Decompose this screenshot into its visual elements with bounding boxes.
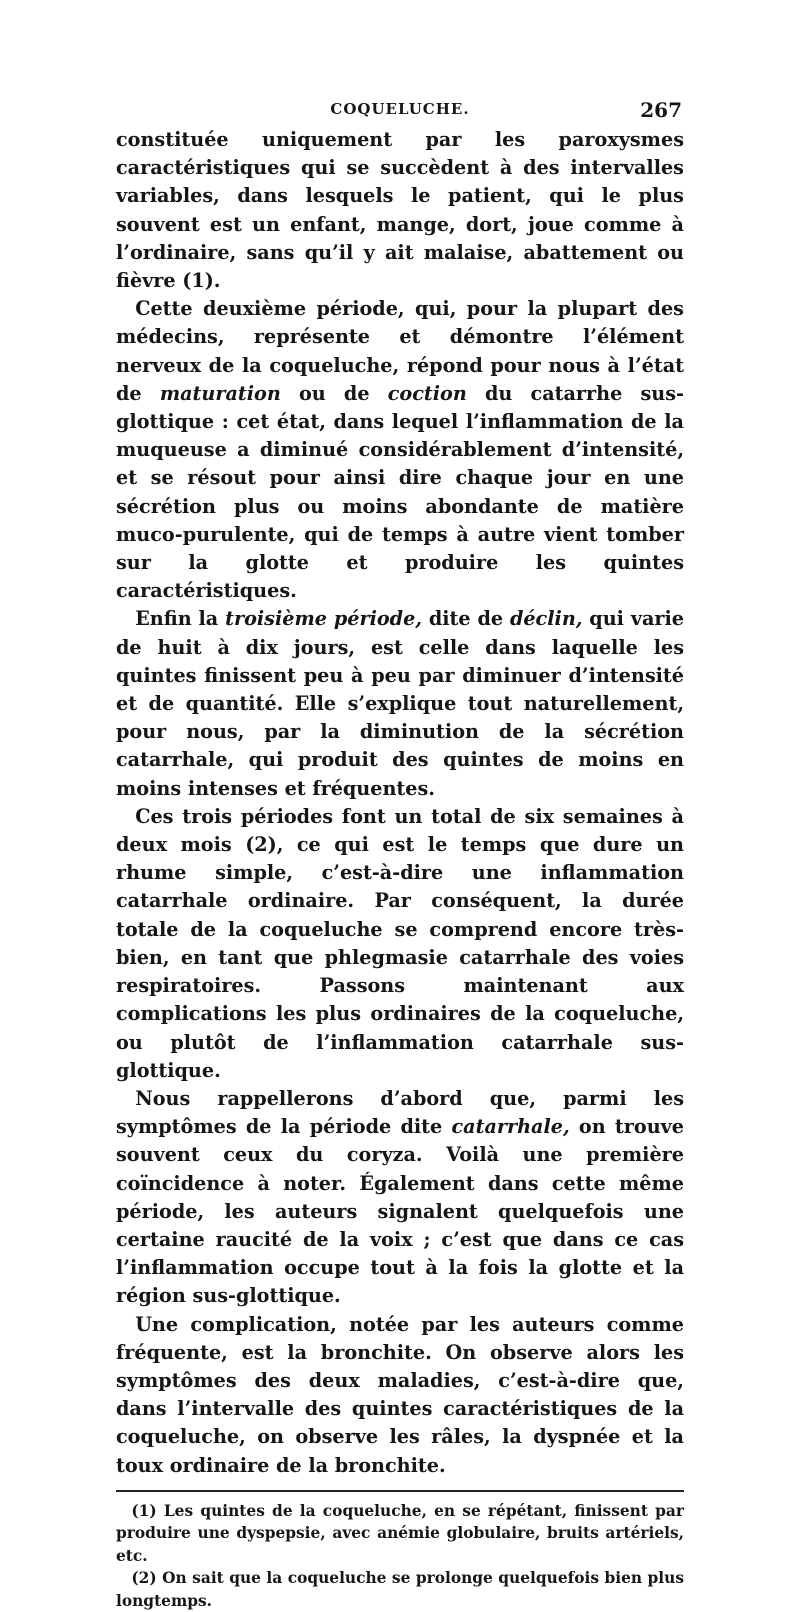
paragraph — [116, 803, 684, 1085]
footnote-rule — [116, 1490, 684, 1492]
footnotes — [116, 1500, 684, 1612]
page-header — [116, 98, 684, 124]
page-number: 267 — [640, 98, 682, 122]
paragraph — [116, 295, 684, 605]
footnote: (1) Les quintes de la coqueluche, en se répétant, finissent par produire une dyspepsie, avec anémie globulaire, bruits artériels, etc. — [116, 1501, 684, 1565]
text-run: qui varie de huit à dix jours, est celle dans laquelle les quintes finissent peu à peu par diminuer d’intensité et de quantité. Elle s’explique tout naturellement, pour nous, par la diminution de la sécrétion catarrhale, qui produit des quintes de moins en moins intenses et fréquentes. — [116, 607, 685, 800]
text-run: Une complication, notée par les auteurs comme fréquente, est la bronchite. On observe alors les symptômes des deux maladies, c’est-à-dire que, dans l’intervalle des quintes caractéristiques de la coqueluche, on observe les râles, la dyspnée et la toux ordinaire de la bronchite. — [116, 1312, 684, 1477]
text-run: Nous rappellerons d’abord que, parmi les symptômes de la période dite — [116, 1086, 684, 1139]
paragraph — [116, 1085, 684, 1311]
footnote: (2) On sait que la coqueluche se prolonge quelquefois bien plus longtemps. — [116, 1569, 684, 1610]
body-text — [116, 126, 684, 1480]
paragraph — [116, 1311, 684, 1480]
book-page — [116, 98, 684, 1612]
italic-term: coction — [387, 381, 467, 405]
italic-term: maturation — [159, 381, 281, 405]
italic-term: catarrhale, — [451, 1115, 570, 1139]
text-run: du catarrhe sus-glottique : cet état, dans lequel l’inflammation de la muqueuse a diminué considérablement d’intensité, et se résout pour ainsi dire chaque jour en une sécrétion plus ou moins abondante de matière muco-purulente, qui de temps à autre vient tomber sur la glotte et produire les quintes caractéristiques. — [116, 381, 684, 603]
text-run: constituée uniquement par les paroxysmes caractéristiques qui se succèdent à des intervalles variables, dans lesquels le patient, qui le plus souvent est un enfant, mange, dort, joue comme à l’ordinaire, sans qu’il y ait malaise, abattement ou fièvre (1). — [116, 128, 684, 293]
text-run: dite de — [421, 607, 510, 631]
italic-term: troisième période, — [225, 607, 422, 631]
text-run: Ces trois périodes font un total de six semaines à deux mois (2), ce qui est le temps que dure un rhume simple, c’est-à-dire une inflammation catarrhale ordinaire. Par conséquent, la durée totale de la coqueluche se comprend encore très-bien, en tant que phlegmasie catarrhale des voies respiratoires. Passons maintenant aux complications les plus ordinaires de la coqueluche, ou plutôt de l’inflammation catarrhale sus-glottique. — [116, 804, 684, 1082]
paragraph — [116, 126, 684, 295]
running-head: COQUELUCHE. — [330, 100, 470, 118]
text-run: on trouve souvent ceux du coryza. Voilà une première coïncidence à noter. Également dans cette même période, les auteurs signalent quelquefois une certaine raucité de la voix ; c’est que dans ce cas l’inflammation occupe tout à la fois la glotte et la région sus-glottique. — [116, 1115, 684, 1308]
paragraph — [116, 605, 684, 802]
text-run: ou de — [280, 381, 388, 405]
text-run: Cette deuxième période, qui, pour la plupart des médecins, représente et démontre l’élément nerveux de la coqueluche, répond pour nous à l’état de — [116, 297, 684, 405]
italic-term: déclin, — [509, 607, 583, 631]
text-run: Enfin la — [135, 607, 226, 631]
